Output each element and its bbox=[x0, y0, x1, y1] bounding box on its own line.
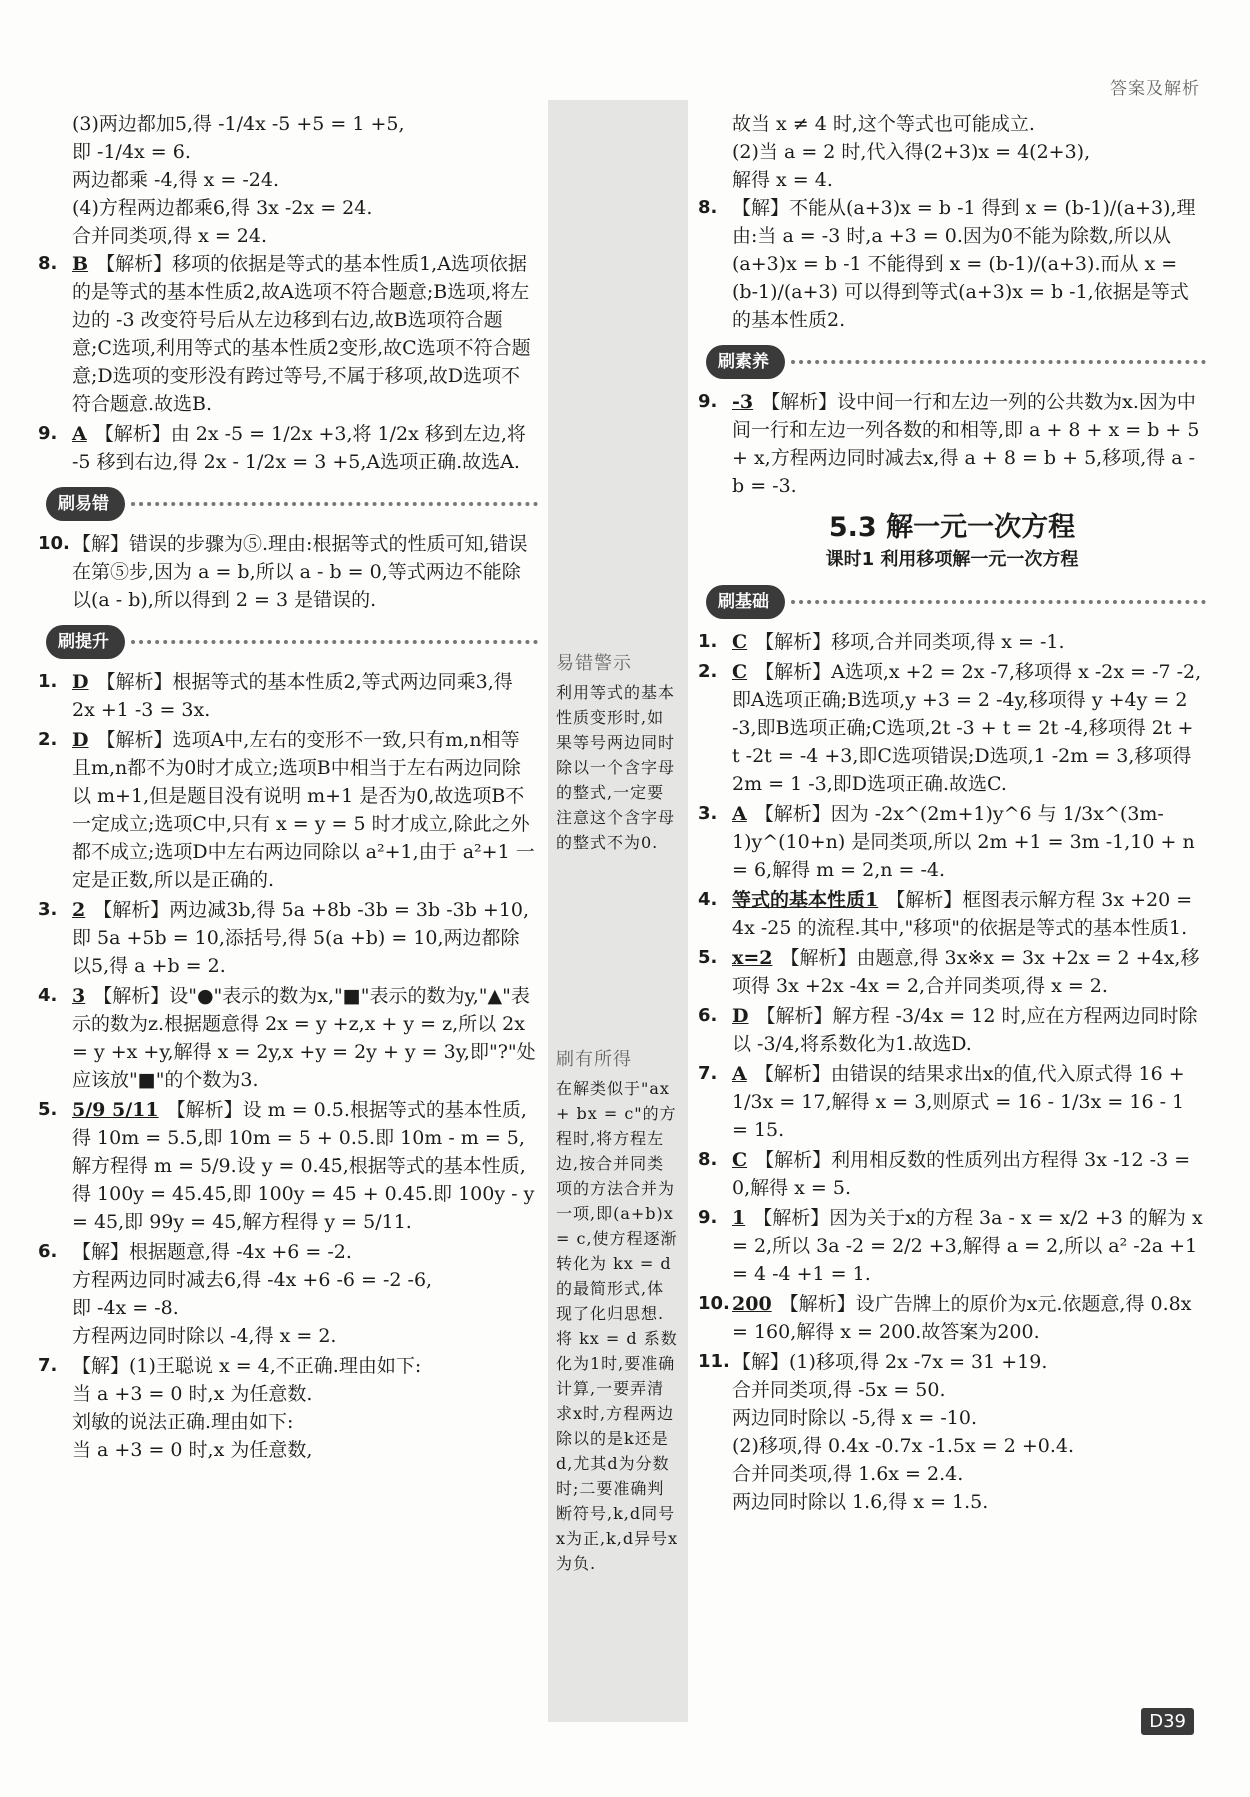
explanation: 【解析】解方程 -3/4x = 12 时,应在方程两边同时除以 -3/4,将系数化为1.故选D. bbox=[732, 1005, 1198, 1055]
answer: A bbox=[732, 1063, 747, 1085]
answer: D bbox=[732, 1005, 749, 1027]
line: (2)当 a = 2 时,代入得(2+3)x = 4(2+3), bbox=[732, 141, 1091, 163]
right-column bbox=[698, 110, 1206, 1518]
item-number: 5. bbox=[698, 947, 718, 968]
list-item bbox=[698, 1290, 1206, 1346]
explanation: 【解析】移项,合并同类项,得 x = -1. bbox=[755, 631, 1065, 653]
page-number: D39 bbox=[1141, 1708, 1194, 1735]
line: 方程两边同时除以 -4,得 x = 2. bbox=[72, 1325, 337, 1347]
item-number: 10. bbox=[698, 1293, 730, 1314]
list-item bbox=[698, 886, 1206, 942]
line: 方程两边同时减去6,得 -4x +6 -6 = -2 -6, bbox=[72, 1269, 433, 1291]
item-number: 8. bbox=[698, 1149, 718, 1170]
line: 两边同时除以 -5,得 x = -10. bbox=[732, 1407, 977, 1429]
explanation: 【解析】由错误的结果求出x的值,代入原式得 16 + 1/3x = 17,解得 x = 3,则原式 = 16 - 1/3x = 16 - 1 = 15. bbox=[732, 1063, 1185, 1141]
line: 当 a +3 = 0 时,x 为任意数. bbox=[72, 1383, 313, 1405]
explanation: 【解析】设中间一行和左边一列的公共数为x.因为中间一行和左边一列各数的和相等,即 a + 8 + x = b + 5 + x,方程两边同时减去x,得 a + 8 = b + 5,移项,得 a - b = -3. bbox=[732, 391, 1200, 497]
explanation: 【解】根据题意,得 -4x +6 = -2. bbox=[72, 1241, 352, 1263]
dotted-rule bbox=[791, 600, 1206, 604]
dotted-rule bbox=[131, 502, 538, 506]
item-number: 7. bbox=[38, 1355, 58, 1376]
item-number: 2. bbox=[38, 729, 58, 750]
note-text: 利用等式的基本性质变形时,如果等号两边同时除以一个含字母的整式,一定要注意这个含字母的整式不为0. bbox=[556, 683, 676, 852]
answer: C bbox=[732, 1149, 748, 1171]
line: (4)方程两边都乘6,得 3x -2x = 24. bbox=[72, 197, 373, 219]
answer: C bbox=[732, 631, 748, 653]
answer: B bbox=[72, 253, 89, 275]
section-title: 5.3 解一元一次方程 bbox=[828, 512, 1076, 543]
explanation: 【解析】由题意,得 3x※x = 3x +2x = 2 +4x,移项得 3x +2x -4x = 2,合并同类项,得 x = 2. bbox=[732, 947, 1200, 997]
explanation: 【解析】利用相反数的性质列出方程得 3x -12 -3 = 0,解得 x = 5. bbox=[732, 1149, 1191, 1199]
line: 两边都乘 -4,得 x = -24. bbox=[72, 169, 279, 191]
answer: C bbox=[732, 661, 748, 683]
line: 故当 x ≠ 4 时,这个等式也可能成立. bbox=[732, 113, 1035, 135]
side-notes-column bbox=[548, 100, 688, 1722]
answer-item-p4 bbox=[38, 982, 538, 1094]
answer: 3 bbox=[72, 985, 86, 1007]
line: 解得 x = 4. bbox=[732, 169, 833, 191]
line: 合并同类项,得 x = 24. bbox=[72, 225, 268, 247]
answer-item-r9 bbox=[698, 388, 1206, 500]
explanation: 【解】(1)移项,得 2x -7x = 31 +19. bbox=[732, 1351, 1048, 1373]
item-number: 2. bbox=[698, 661, 718, 682]
answer: D bbox=[72, 729, 89, 751]
list-item bbox=[698, 1146, 1206, 1202]
item-number: 8. bbox=[38, 253, 58, 274]
explanation: 【解】(1)王聪说 x = 4,不正确.理由如下: bbox=[72, 1355, 422, 1377]
note-text: 在解类似于"ax + bx = c"的方程时,将方程左边,按合并同类项的方法合并为一项,即(a+b)x = c,使方程逐渐转化为 kx = d 的最简形式,体现了化归思想.将 kx = d 系数化为1时,要准确计算,一要弄清求x时,方程两边除以的是k还是d,尤其d为分数时;二要准确判断符号,k,d同号x为正,k,d异号x为负. bbox=[556, 1079, 679, 1573]
answer-item-r11 bbox=[698, 1348, 1206, 1516]
section-badge-basic bbox=[706, 582, 1206, 622]
line: 即 -1/4x = 6. bbox=[72, 141, 191, 163]
note-title: 刷有所得 bbox=[556, 1049, 632, 1070]
answer-item-p1 bbox=[38, 668, 538, 724]
item-number: 11. bbox=[698, 1351, 730, 1372]
page-header: 答案及解析 bbox=[1110, 79, 1200, 99]
item-number: 4. bbox=[698, 889, 718, 910]
note-easy-error bbox=[548, 645, 688, 861]
explanation: 【解析】设"●"表示的数为x,"■"表示的数为y,"▲"表示的数为z.根据题意得 2x = y +z,x + y = z,所以 2x = y +x +y,解得 x = 2y,x +y = 2y + y = 3y,即"?"处应该放"■"的个数为3. bbox=[72, 985, 536, 1091]
line: 合并同类项,得 1.6x = 2.4. bbox=[732, 1463, 964, 1485]
badge-label: 刷基础 bbox=[706, 585, 785, 619]
note-title: 易错警示 bbox=[556, 653, 632, 674]
explanation: 【解析】移项的依据是等式的基本性质1,A选项依据的是等式的基本性质2,故A选项不符合题意;B选项,将左边的 -3 改变符号后从左边移到右边,故B选项符合题意;C选项,利用等式的基本性质2变形,故C选项不符合题意;D选项的变形没有跨过等号,不属于移项,故D选项不符合题意.故选B. bbox=[72, 253, 531, 415]
item-number: 3. bbox=[698, 803, 718, 824]
item-number: 10. bbox=[38, 533, 70, 554]
intro-block bbox=[38, 110, 538, 250]
item-number: 6. bbox=[698, 1005, 718, 1026]
item-number: 9. bbox=[38, 423, 58, 444]
answer: A bbox=[72, 423, 87, 445]
item-number: 9. bbox=[698, 1207, 718, 1228]
dotted-rule bbox=[131, 640, 538, 644]
item-number: 1. bbox=[698, 631, 718, 652]
list-item bbox=[698, 1060, 1206, 1144]
answer-item-9 bbox=[38, 420, 538, 476]
explanation: 【解析】因为关于x的方程 3a - x = x/2 +3 的解为 x = 2,所以 3a -2 = 2/2 +3,解得 a = 2,所以 a² -2a +1 = 4 -4 +1 = 1. bbox=[732, 1207, 1203, 1285]
answer-item-10 bbox=[38, 530, 538, 614]
explanation: 【解析】由 2x -5 = 1/2x +3,将 1/2x 移到左边,将 -5 移到右边,得 2x - 1/2x = 3 +5,A选项正确.故选A. bbox=[72, 423, 526, 473]
answer: D bbox=[72, 671, 89, 693]
badge-label: 刷易错 bbox=[46, 487, 125, 521]
line: (3)两边都加5,得 -1/4x -5 +5 = 1 +5, bbox=[72, 113, 405, 135]
intro-block bbox=[698, 110, 1206, 194]
line: 即 -4x = -8. bbox=[72, 1297, 179, 1319]
list-item bbox=[698, 628, 1206, 656]
explanation: 【解析】设广告牌上的原价为x元.依题意,得 0.8x = 160,解得 x = 200.故答案为200. bbox=[732, 1293, 1192, 1343]
explanation: 【解析】根据等式的基本性质2,等式两边同乘3,得 2x +1 -3 = 3x. bbox=[72, 671, 513, 721]
answer: 5/9 5/11 bbox=[72, 1099, 159, 1121]
lesson-title: 课时1 利用移项解一元一次方程 bbox=[825, 549, 1079, 570]
line: 合并同类项,得 -5x = 50. bbox=[732, 1379, 946, 1401]
answer-item-p2 bbox=[38, 726, 538, 894]
line: 两边同时除以 1.6,得 x = 1.5. bbox=[732, 1491, 989, 1513]
item-number: 7. bbox=[698, 1063, 718, 1084]
answer-item-8 bbox=[38, 250, 538, 418]
item-number: 9. bbox=[698, 391, 718, 412]
answer-item-p3 bbox=[38, 896, 538, 980]
answer: 200 bbox=[732, 1293, 772, 1315]
answer: 1 bbox=[732, 1207, 746, 1229]
explanation: 【解】错误的步骤为⑤.理由:根据等式的性质可知,错误在第⑤步,因为 a = b,所以 a - b = 0,等式两边不能除以(a - b),所以得到 2 = 3 是错误的. bbox=[72, 533, 528, 611]
list-item bbox=[698, 800, 1206, 884]
list-item bbox=[698, 944, 1206, 1000]
explanation: 【解析】框图表示解方程 3x +20 = 4x -25 的流程.其中,"移项"的依据是等式的基本性质1. bbox=[732, 889, 1193, 939]
section-badge-literacy bbox=[706, 342, 1206, 382]
basic-items-list bbox=[698, 628, 1206, 1346]
line: 刘敏的说法正确.理由如下: bbox=[72, 1411, 294, 1433]
explanation: 【解析】A选项,x +2 = 2x -7,移项得 x -2x = -7 -2,即A选项正确;B选项,y +3 = 2 -4y,移项得 y +4y = 2 -3,即B选项正确;C选项,2t -3 + t = 2t -4,移项得 2t + t -2t = -4 +3,即C选项错误;D选项,1 -2m = 3,移项得 2m = 1 -3,即D选项正确.故选C. bbox=[732, 661, 1202, 795]
badge-label: 刷提升 bbox=[46, 625, 125, 659]
badge-label: 刷素养 bbox=[706, 345, 785, 379]
item-number: 6. bbox=[38, 1241, 58, 1262]
section-badge-improve bbox=[46, 622, 538, 662]
answer-item-p5 bbox=[38, 1096, 538, 1236]
explanation: 【解析】选项A中,左右的变形不一致,只有m,n相等且m,n都不为0时才成立;选项B中相当于左右两边同除以 m+1,但是题目没有说明 m+1 是否为0,故选项B不一定成立;选项C中,只有 x = y = 5 时才成立,除此之外都不成立;选项D中左右两边同除以 a²+1,由于 a²+1 一定是正数,所以是正确的. bbox=[72, 729, 535, 891]
item-number: 4. bbox=[38, 985, 58, 1006]
dotted-rule bbox=[791, 360, 1206, 364]
explanation: 【解析】设 m = 0.5̇.根据等式的基本性质,得 10m = 5.5̇,即 10m = 5 + 0.5̇.即 10m - m = 5,解方程得 m = 5/9.设 y = 0.4̇5̇,根据等式的基本性质,得 100y = 45.4̇5̇,即 100y = 45 + 0.4̇5̇.即 100y - y = 45,即 99y = 45,解方程得 y = 5/11. bbox=[72, 1099, 535, 1233]
explanation: 【解】不能从(a+3)x = b -1 得到 x = (b-1)/(a+3),理由:当 a = -3 时,a +3 = 0.因为0不能为除数,所以从(a+3)x = b -1 不能得到 x = (b-1)/(a+3).而从 x = (b-1)/(a+3) 可以得到等式(a+3)x = b -1,依据是等式的基本性质2. bbox=[732, 197, 1196, 331]
line: (2)移项,得 0.4x -0.7x -1.5x = 2 +0.4. bbox=[732, 1435, 1075, 1457]
list-item bbox=[698, 1204, 1206, 1288]
list-item bbox=[698, 1002, 1206, 1058]
list-item bbox=[698, 658, 1206, 798]
answer: A bbox=[732, 803, 747, 825]
answer: -3 bbox=[732, 391, 754, 413]
line: 当 a +3 = 0 时,x 为任意数, bbox=[72, 1439, 313, 1461]
note-takeaway bbox=[548, 1041, 688, 1582]
answer: 2 bbox=[72, 899, 86, 921]
answer-item-p7 bbox=[38, 1352, 538, 1464]
answer: 等式的基本性质1 bbox=[732, 889, 879, 911]
answer: x=2 bbox=[732, 947, 773, 969]
explanation: 【解析】两边减3b,得 5a +8b -3b = 3b -3b +10,即 5a +5b = 10,添括号,得 5(a +b) = 10,两边都除以5,得 a +b = 2. bbox=[72, 899, 530, 977]
item-number: 5. bbox=[38, 1099, 58, 1120]
section-badge-easy-error bbox=[46, 484, 538, 524]
item-number: 8. bbox=[698, 197, 718, 218]
explanation: 【解析】因为 -2x^(2m+1)y^6 与 1/3x^(3m-1)y^(10+n) 是同类项,所以 2m +1 = 3m -1,10 + n = 6,解得 m = 2,n = -4. bbox=[732, 803, 1195, 881]
item-number: 1. bbox=[38, 671, 58, 692]
left-column bbox=[38, 110, 538, 1466]
answer-item-p6 bbox=[38, 1238, 538, 1350]
item-number: 3. bbox=[38, 899, 58, 920]
answer-item-r8 bbox=[698, 194, 1206, 334]
